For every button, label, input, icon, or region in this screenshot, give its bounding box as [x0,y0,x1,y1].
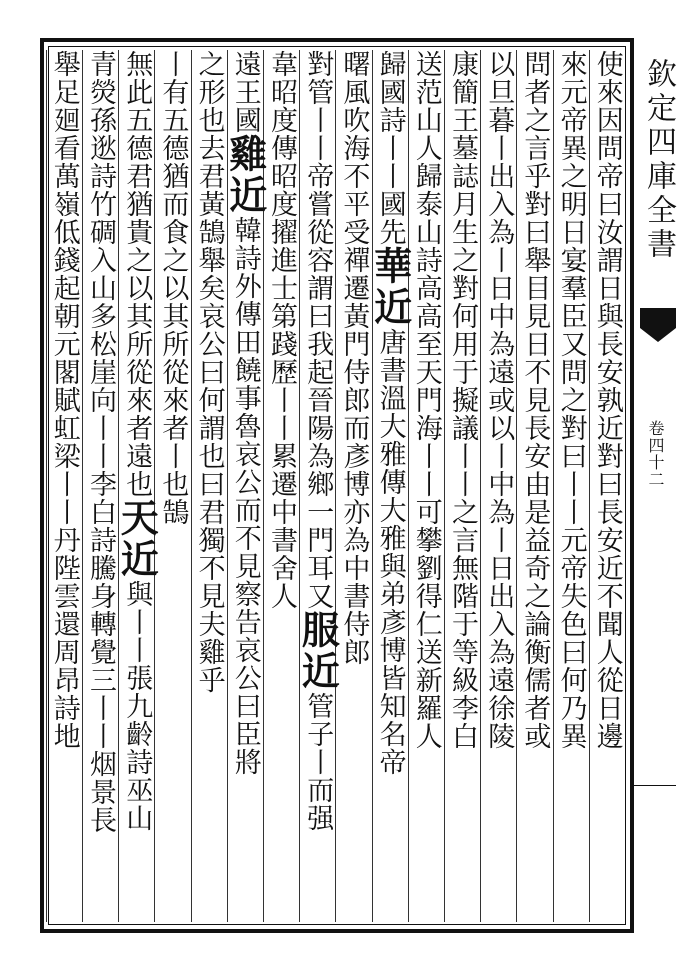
column-text-continued: 唐書溫大雅傳大雅與弟彥博皆知名帝 [374,328,406,776]
text-column [46,50,82,922]
column-text: 之形也 [193,50,225,134]
column-text: 韋昭度傳昭度擢進士第踐歷丨丨累遷中書舍人 [266,50,297,610]
column-rule [335,50,336,922]
entry-heading: 雞近 [222,134,268,216]
text-column [191,50,227,922]
text-column [408,50,444,922]
column-rule [444,50,445,922]
volume-label: 卷四十二 [646,420,665,488]
text-column [516,50,552,922]
text-column [222,50,268,922]
text-column [553,50,589,922]
column-text: 丨有五德猶而食之以其所從來者丨也鵠 [157,50,189,526]
column-rule [589,50,590,922]
text-column [589,50,625,922]
entry-heading: 華近 [367,246,413,328]
column-rule [480,50,481,922]
column-rule [191,50,192,922]
text-column [295,50,341,922]
column-text-continued: 受禪遷黃門侍郎而彥博亦為中書侍郎 [338,218,370,666]
column-text-continued: 去君黃鵠舉矣哀公曰何謂也曰君獨不見夫雞乎 [193,134,225,694]
column-text: 遠王國 [229,50,261,134]
entry-heading: 天近 [114,498,160,580]
book-title: 欽定四庫全書 [641,58,676,262]
text-column [335,50,371,922]
column-rule [516,50,517,922]
column-text: 以旦暮丨出入為丨日中為遠或以丨中為丨日出入為遠徐陵 [483,50,515,750]
column-text: 舉足廻看萬嶺低錢起朝元閣賦虹梁丨丨丹陛雲還周昂詩地 [48,50,80,750]
column-rule [299,50,300,922]
column-rule [408,50,409,922]
column-text: 問者之言乎對曰舉目見日不見長安由是益奇之論衡儒者或 [519,50,551,750]
column-text: 對管丨丨帝嘗從容謂曰我起晉陽為鄉一門耳又 [302,50,334,610]
column-text: 青熒孫逖詩竹碉入山多松崖向丨丨李白詩騰身轉覺三丨丨烟景長 [85,50,116,834]
column-text: 送范山人歸泰山詩高高至天門海丨丨可攀劉得仁送新羅人 [410,50,442,750]
column-rule [118,50,119,922]
text-column [444,50,480,922]
column-rule [154,50,155,922]
column-rule [227,50,228,922]
column-text: 歸國詩丨丨國先 [374,50,406,246]
fish-tail-mark-point [640,328,676,342]
column-text-continued: 管子丨而强 [302,692,334,832]
text-column [480,50,516,922]
column-text-continued: 韓詩外傳田饒事魯哀公而不見察告哀公曰臣將 [229,216,261,776]
entry-heading: 服近 [295,610,341,692]
column-text: 使來因問帝曰汝謂日與長安孰近對曰長安近不聞人從日邊 [591,50,623,750]
column-text: 康簡王墓誌月生之對何用于擬議丨丨之言無階于等級李白 [447,50,478,750]
fold-rule [634,785,676,786]
column-text: 來元帝異之明日宴羣臣又問之對曰丨丨元帝失色曰何乃異 [555,50,587,750]
column-text: 曙風吹海不平 [338,50,370,218]
text-column [154,50,190,922]
text-column [114,50,160,922]
text-column [367,50,413,922]
column-text-continued: 與丨丨張九齡詩巫山 [121,580,153,832]
text-column [82,50,118,922]
column-rule [372,50,373,922]
text-column [263,50,299,922]
column-rule [46,50,47,922]
column-rule [82,50,83,922]
column-text: 無此五德君猶貴之以其所從來者遠也 [121,50,153,498]
fish-tail-mark [640,308,676,328]
column-rule [553,50,554,922]
